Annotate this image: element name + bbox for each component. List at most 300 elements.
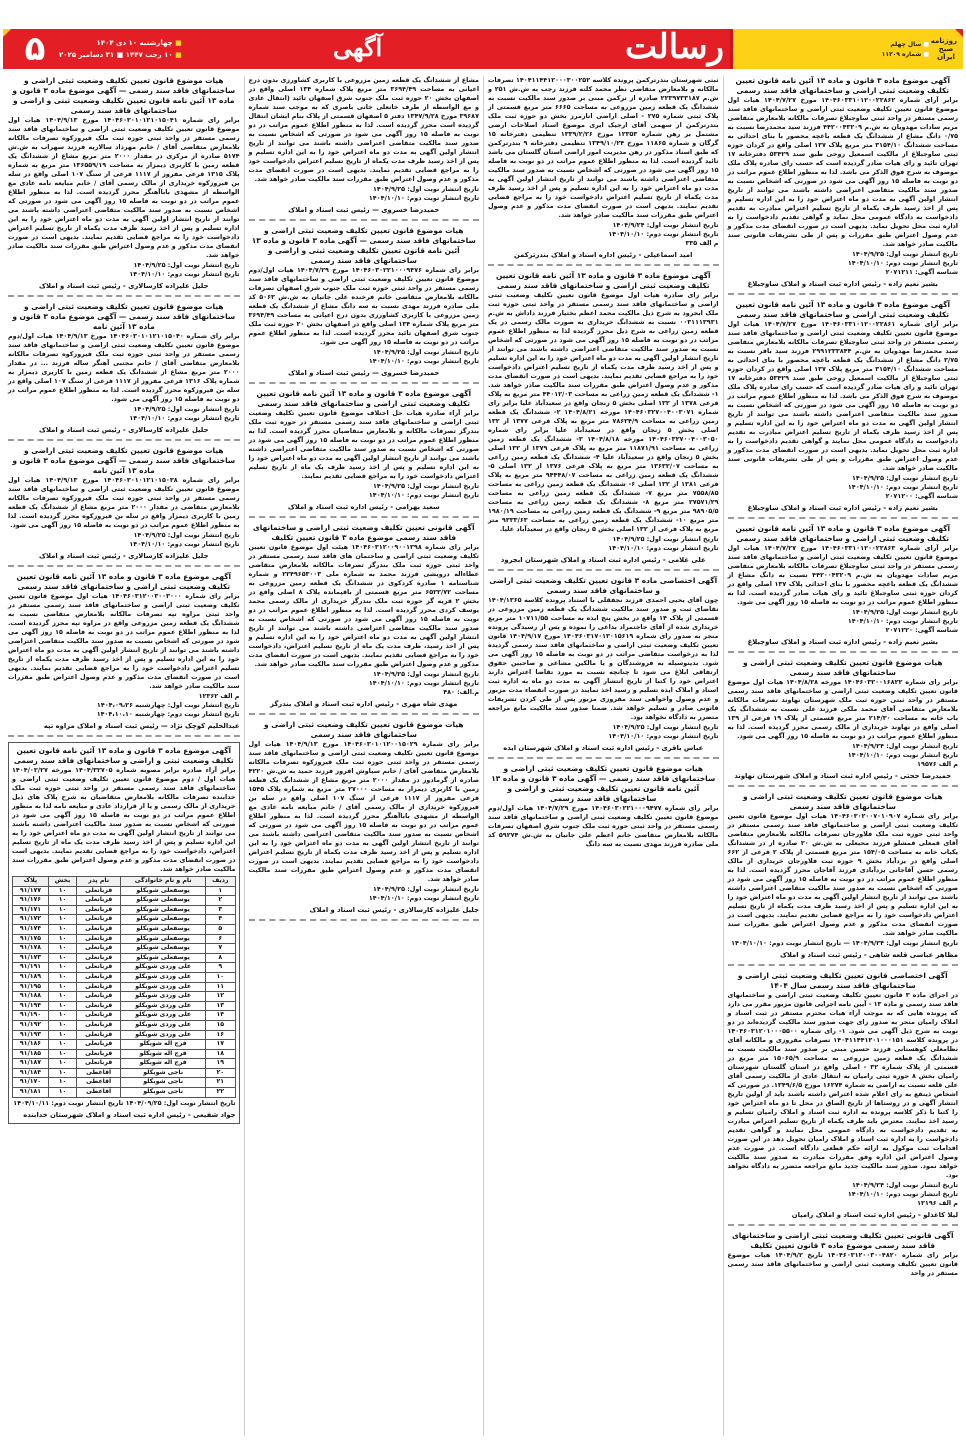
publication-dates	[488, 535, 719, 553]
publication-dates	[249, 348, 480, 366]
dashed-divider	[8, 735, 240, 737]
date-second: تاریخ انتشار نوبت دوم: ۱۴۰۴/۱۰/۱۰	[608, 544, 719, 552]
legal-notice	[728, 971, 959, 1220]
parcels-table	[12, 876, 236, 1098]
legal-notice	[728, 1231, 959, 1278]
cell-full-name: فرج اله شوبکلو	[121, 1059, 206, 1069]
publication-dates	[728, 250, 959, 277]
notice-body: برابر رای شماره ۱۴۰۴۶۰۳۰۱۰۱۲۰۰۱۵۰۲۹ مورخ ۱۴۰۴/۹/۱۳ هیات اول موضوع قانون تعیین تکلیف وضعیت ثبتی اراضی و ساختمانهای فاقد سند رسمی مستقر در واحد ثبتی حوزه ثبت ملک فیروزکوه تصرفات مالکانه بلامعارض متقاضی آقای / خانم سیاوش افروز فرزند حمید به ش.ش ۴۲۲۰ صادره از گرمادوز در مقدار ۲۰۰۰ متر مربع مشاع از ششدانگ یک قطعه زمین با کاربری دیمزار به مساحت ۲۷۰۰۰ متر مربع به شماره پلاک ۱۵۴۵ فرعی مفروز از ۱۱۱۷ فرعی از سنگ ۱۰۷ اصلی واقع در سله بن فیروزکوه خریداری از مالک رسمی آقای / خانم مبایعه نامه عادی مع الواسطه از مشهدی باباآهنگر محرز گردیده است. لذا به منظور اطلاع عموم مراتب در دو نوبت به فاصله ۱۵ روز آگهی می شود در صورتی که اشخاص نسبت به صدور سند مالکیت متقاضی اعتراضی داشته باشند می توانند از تاریخ انتشار اولین آگهی به مدت دو ماه اعتراض خود را به این اداره تسلیم و پس از اخذ رسید ظرف مدت یکماه از تاریخ تسلیم اعتراض دادخواست خود را به مراجع قضایی تقدیم نمایند. بدیهی است در صورت انقضای مدت مذکور و عدم وصول اعتراض طبق مقررات سند مالکیت صادر خواهد شد.	[248, 740, 480, 883]
cell-plot: ۹۱/۱۷۷	[13, 886, 49, 896]
cell-father-name: قربانعلی	[77, 1030, 121, 1040]
cell-full-name: یوسفعلی شوبکلو	[121, 886, 206, 896]
publication-dates	[8, 261, 240, 279]
cell-district: ۱۰	[48, 915, 76, 925]
notice-body: برابر رای شماره ۱۴۰۴۶۰۳۰۱۰۱۲۱۰۱۵۰۳۸ مورخ ۱۴۰۴/۹/۱۳ هیات اول موضوع قانون تعیین تکلیف وضعیت ثبتی اراضی و ساختمانهای فاقد سند رسمی مستقر در واحد ثبتی حوزه ثبت ملک فیروزکوه تصرفات مالکانه بلامعارض متقاضی در مقدار ۲۰۰۰ متر مربع مشاع از ششدانگ یک قطعه زمین با کاربری دیمزار واقع در سله بن فیروزکوه محرز گردیده است. لذا به منظور اطلاع عموم مراتب در دو نوبت به فاصله ۱۵ روز آگهی می شود.	[8, 476, 240, 529]
notice-title: هیات موضوع قانون تعیین تکلیف وضعیت ثبتی اراضی و ساختمانهای فاقد سند رسمی	[264, 720, 464, 739]
cell-father-name: قربانعلی	[77, 905, 121, 915]
notice-body: ثبتی شهرستان بندرترکمن پرونده کلاسه ۱۴۰۴۱۱۴۴۱۲۰۰۰۳۰۰۲۵۲ تصرفات مالکانه و بلامعارض متقاضی نظر محمد کلته فرزند رجب به ش.ش ۲۵۱ و ش.م ۲۲۳۹۷۳۳۱۸۷ صادره از ترکمن مبنی بر صدور سند مالکیت نسبت به ششدانگ یک قطعه زمین مزروعی به مساحت ۶۶۶۵ متر مربع قسمتی از پلاک ثبتی شماره ۲۷۵ - اصلی اراضی انارمرز بخش دو حوزه ثبت ملک بندرترکمن از سهمی آقای ارجیک ایری موضوع اسناد اصلاحات ارضی مشتمل بر رهن شماره ۱۲۳۵۳ مورخ ۱۳۳۹/۲/۲۶ تنظیمی دفترخانه ۱۵ گرگان و شماره ۱۱۸۶۵ مورخ ۱۳۴۹/۱۰/۲۴ تنظیمی دفترخانه ۹ بندرترکمن که طبق اسناد مذکور در رهن مدیریت امور اراضی استان گلستان می باشد تائید گردیده است. لذا به منظور اطلاع عموم مراتب در دو نوبت به فاصله ۱۵ روز آگهی می شود در صورتی که اشخاص نسبت به صدور سند مالکیت متقاضی اعتراضی داشته باشند می توانند از تاریخ انتشار اولین آگهی به مدت دو ماه اعتراض خود را به این اداره تسلیم و پس از اخذ رسید ظرف مدت یکماه از تاریخ تسلیم اعتراض دادخواست خود را به مراجع قضایی تقدیم نمایند. بدیهی است در صورت انقضای مدت مذکور و عدم وصول اعتراض طبق مقررات سند مالکیت صادر خواهد شد.	[488, 76, 719, 219]
publication-dates	[728, 939, 959, 948]
date-first: تاریخ انتشار نوبت اول: ۱۴۰۴/۹/۲۴	[612, 221, 719, 229]
notice-body: برابر رای شماره ۱۴۰۴۶۰۳۰۲۰۰۷۰۱۰۹۰۷ هیات اول موضوع قانون تعیین تکلیف وضعیت ثبتی اراضی و ساختمانهای فاقد سند رسمی مستقر در واحد ثبتی حوزه ثبت ملک فلاورجان تصرفات مالکانه بلامعارض متقاضی آقای قمعلی قمشلو فرزند محیعلی به ش.ش ۲۰ صادره از در ششدانگ یکباب خانه به مساحت ۱۵۴/۰۵ متر مربع قسمتی از پلاک ۲ فرعی از ۶۶۲ اصلی واقع در یزدآباد بخش ۹ حوزه ثبت فلاورجان خریداری از مالک رسمی حسن آقاجانی یزدآبادی فرزند آقاجان محرز گردیده است. لذا به منظور اطلاع عموم مراتب در دو نوبت به فاصله ۱۵ روز آگهی می شود در صورتی که اشخاص نسبت به صدور سند مالکیت متقاضی اعتراضی داشته باشند می توانند از تاریخ انتشار اولین آگهی به مدت دو ماه اعتراض خود را به این اداره تسلیم و پس از اخذ رسید ظرف مدت یکماه از تاریخ تسلیم اعتراض دادخواست خود را به مراجع قضایی تقدیم نمایند. بدیهی است در صورت انقضای مدت مذکور و عدم وصول اعتراض طبق مقررات سند مالکیت صادر خواهد شد.	[727, 812, 959, 937]
cell-row-number: ۱۰	[206, 972, 235, 982]
date-second: تاریخ انتشار نوبت دوم: ۱۴۰۴/۱۰/۱۰	[368, 894, 479, 902]
cell-father-name: قربانعلی	[77, 972, 121, 982]
cell-district: ۱۰	[48, 1059, 76, 1069]
date-first: تاریخ انتشار نوبت اول: ۱۴۰۴/۹/۲۵	[133, 261, 240, 269]
date-first: تاریخ انتشار نوبت اول: چهارشنبه ۱۴۰۴،۰۹،۲۶	[96, 701, 240, 709]
cell-row-number: ۶	[206, 934, 235, 944]
dashed-divider	[728, 293, 959, 295]
cell-district: ۱۰	[48, 905, 76, 915]
date-second: تاریخ انتشار نوبت دوم: ۱۴۰۴/۱۰/۱۰	[608, 732, 719, 740]
cell-district: ۱۰	[48, 934, 76, 944]
notice-body: برابر رای شماره ۱۴۰۴۶۰۳۱۲۰۰۳۰۰۴۸۲۰ تاریخ ۱۴۰۴/۹/۲ هیات موضوع قانون تعیین تکلیف وضعیت ثبتی اراضی و ساختمانهای فاقد سند رسمی مستقر در واحد	[727, 1251, 959, 1277]
brand-tagline: روزنامه صبح ایران	[930, 37, 957, 61]
cell-full-name: یوسفعلی شوبکلو	[121, 924, 206, 934]
cell-plot: ۹۱/۱۸۶	[13, 1040, 49, 1050]
cell-full-name: ناجی شوبکلو	[121, 1068, 206, 1078]
publication-dates	[728, 474, 959, 501]
cell-district: ۱۰	[48, 1049, 76, 1059]
notice-body: برابر رای شماره ۱۴۰۴۶۰۳۰۱۰۱۲۱۰۱۵۰۴۰ مورخ ۱۴۰۴/۹/۱۳ هیات اول/دوم موضوع قانون تعیین تکلیف وضعیت ثبتی اراضی و ساختمانهای فاقد سند رسمی مستقر در واحد ثبتی حوزه ثبت ملک فیروزکوه تصرفات مالکانه بلامعارض متقاضی آقای / خانم مجتبی آهنگر ساله فرزند ... در مقدار ۲۰۰۰ متر مربع مشاع از ششدانگ یک قطعه زمین با کاربری دیمزار به شماره پلاک ۱۳۱۶ فرعی مفروز از ۱۱۱۷ فرعی از سنگ ۱۰۷ اصلی واقع در سله بن فیروزکوه محرز گردیده است. لذا به منظور اطلاع عموم مراتب در دو نوبت به فاصله ۱۵ روز آگهی می شود.	[8, 332, 240, 403]
cell-full-name: علی وردی شوبکلو	[121, 1001, 206, 1011]
date-second: تاریخ انتشار نوبت دوم: ۱۴۰۴/۱۰/۱۰	[368, 357, 479, 365]
notice-signer: حمیدرضا خسروی — رئیس ثبت اسناد و املاک	[288, 206, 440, 214]
legal-notice	[249, 523, 480, 709]
cell-full-name: یوسفعلی شوبکلو	[121, 934, 206, 944]
legal-notice	[8, 446, 240, 561]
cell-row-number: ۱۸	[206, 1049, 235, 1059]
cell-full-name: یوسفعلی شوبکلو	[121, 915, 206, 925]
masthead-yellow-band	[730, 29, 963, 69]
cell-plot: ۹۱/۱۹۰	[13, 1011, 49, 1021]
cell-father-name: قربانعلی	[77, 934, 121, 944]
cell-plot: ۹۱/۱۹۲	[13, 1020, 49, 1030]
table-row	[13, 934, 236, 944]
date-first: تاریخ انتشار نوبت اول: ۱۴۰۴/۹/۲۴	[852, 742, 958, 750]
table-row	[13, 896, 236, 906]
cell-plot: ۹۱/۱۷۴	[13, 924, 49, 934]
table-row	[13, 1088, 236, 1098]
notice-signer: جلیل علیزاده کارسالاری - رئیس ثبت اسناد و املاک	[39, 552, 209, 560]
cell-full-name: علی وردی شوبکلو	[121, 982, 206, 992]
cell-row-number: ۳	[206, 905, 235, 915]
notice-signer: مهدی شاه مهری - رئیس اداره ثبت اسناد و املاک بندرگز	[270, 700, 458, 708]
cell-row-number: ۱۵	[206, 1020, 235, 1030]
date-second: تاریخ انتشار نوبت دوم: ۱۴۰۴/۱۰/۱۰	[129, 540, 240, 548]
dashed-divider	[728, 651, 959, 653]
cell-plot: ۹۱/۱۷۳	[13, 953, 49, 963]
notice-body: برابر رای شماره ۱۴۰۴۶۰۳۱۲۰۰۳۰۰۳۰۰۰ هیات اول موضوع قانون تعیین تکلیف وضعیت ثبتی اراضی و ساختمانهای فاقد سند رسمی مستقر در واحد ثبتی مراوه تپه تصرفات مالکانه بلامعارض متقاضی نسبت به ششدانگ یک قطعه زمین مزروعی واقع در مراوه تپه محرز گردیده است. لذا به منظور اطلاع عموم مراتب در دو نوبت به فاصله ۱۵ روز آگهی می شود در صورتی که اشخاص نسبت به صدور سند مالکیت متقاضی اعتراضی داشته باشند می توانند از تاریخ انتشار اولین آگهی به مدت دو ماه اعتراض خود را به این اداره تسلیم و پس از اخذ رسید ظرف مدت یکماه از تاریخ تسلیم اعتراض دادخواست خود را به مراجع قضایی تقدیم نمایند. بدیهی است در صورت انقضای مدت مذکور و عدم وصول اعتراض طبق مقررات سند مالکیت صادر خواهد شد.	[8, 592, 240, 690]
cell-full-name: علی وردی شوبکلو	[121, 1030, 206, 1040]
dashed-divider	[728, 517, 959, 519]
cell-full-name: یوسفعلی شوبکلو	[121, 944, 206, 954]
date-first: تاریخ انتشار نوبت اول: ۱۴۰۴/۹/۲۴	[852, 1181, 958, 1189]
cell-father-name: قربانعلی	[77, 1040, 121, 1050]
legal-notice	[728, 524, 959, 647]
ads-columns	[4, 76, 962, 1436]
notice-body: برابر آرای شماره ۱۴۰۴۶۰۳۳۱۰۱۲۰۰۲۲۸۶۳ مورخ ۱۴۰۴/۷/۲۷ هیات اول موضوع قانون تعیین تکلیف وضعیت ثبتی اراضی و ساختمانهای فاقد سند رسمی مستقر در واحد ثبتی ساوجبلاغ تصرفات مالکانه بلامعارض متقاضی مریم سادات مهدویان به ش.م ۴۴۲۰۰۴۳۲۰۹ نسبت به دانگ مشاع از ششدانگ یک قطعه باغچه محصور با بنای احداثی پلاک ۱۳۷ اصلی واقع در کردان حوزه ثبتی ساوجبلاغ تائید و رای هیات صادر گردیده است. لذا به منظور اطلاع عموم مراتب در دو نوبت به فاصله ۱۵ روز آگهی می شود.	[727, 544, 959, 606]
notice-id: م.الف: ۴۸۰	[443, 688, 479, 696]
notice-body: برابر رای شماره ۱۴۰۴۶۰۳۰۱۰۱۲۱۰۱۵۰۴۱ مورخ ۱۴۰۴/۹/۱۳ هیات اول موضوع قانون تعیین تکلیف وضعیت ثبتی اراضی و ساختمانهای فاقد سند رسمی مستقر در واحد ثبتی حوزه ثبت ملک فیروزکوه تصرفات مالکانه بلامعارض متقاضی آقای / خانم مهرداد سالاریه فرزند سهراب به ش.ش ۵۱۷۴ صادره از مرکزی در مقدار ۲۰۰۰ متر مربع مشاع از ششدانگ یک قطعه زمین با کاربری دیمزار به مساحت ۱۳۶۵۵۹/۱۹ متر مربع به شماره پلاک ۱۳۱۵ فرعی مفروز از ۱۱۱۷ فرعی از سنگ ۱۰۷ اصلی واقع در سله بن فیروزکوه خریداری از مالک رسمی آقای / خانم مبایعه نامه عادی مع الواسطه از مشهدی باباآهنگر محرز گردیده است. لذا به منظور اطلاع عموم مراتب در دو نوبت به فاصله ۱۵ روز آگهی می شود در صورتی که اشخاص نسبت به صدور سند مالکیت متقاضی اعتراضی داشته باشند می توانند از تاریخ انتشار اولین آگهی به مدت دو ماه اعتراض خود را به این اداره تسلیم و پس از اخذ رسید ظرف مدت یکماه از تاریخ تسلیم اعتراض دادخواست خود را به مراجع قضایی تقدیم نمایند. بدیهی است در صورت انقضای مدت مذکور و عدم وصول اعتراض طبق مقررات سند مالکیت صادر خواهد شد.	[8, 116, 240, 259]
cell-row-number: ۱۴	[206, 1011, 235, 1021]
cell-plot: ۹۱/۱۸۱	[13, 1088, 49, 1098]
date-second: تاریخ انتشار نوبت دوم: ۱۴۰۴/۱۰/۱۰	[847, 259, 958, 267]
notice-title: آگهی موضوع ماده ۳ قانون و ماده ۱۳ آئین نامه قانون تعیین تکلیف وضعیت ثبتی اراضی و ساختمانهای فاقد سند رسمی	[735, 76, 951, 95]
dashed-divider	[249, 919, 480, 921]
legal-notice	[728, 792, 959, 960]
corner-fold-decoration	[955, 29, 963, 37]
notice-title: آگهی موضوع ماده ۳ قانون و ماده ۱۳ آئین نامه قانون تعیین تکلیف وضعیت ثبتی اراضی و ساختمانهای فاقد سند رسمی	[256, 389, 472, 408]
dashed-divider	[8, 439, 240, 441]
cell-father-name: قربانعلی	[77, 944, 121, 954]
table-row	[13, 992, 236, 1002]
cell-father-name: قربانعلی	[77, 963, 121, 973]
cell-row-number: ۷	[206, 944, 235, 954]
notice-title: هیات موضوع قانون تعیین تکلیف وضعیت ثبتی اراضی و ساختمانهای فاقد سند رسمی — آگهی موضوع ماده ۳ قانون و ماده ۱۳ آئین نامه قانون تعیین تکلیف وضعیت ثبتی و اراضی و ساختمانهای فاقد سند رسمی	[12, 76, 236, 115]
date-second: تاریخ انتشار نوبت دوم: ۱۴۰۴/۱۰/۱۰	[847, 483, 958, 491]
notice-title: آگهی اختصاصی ماده ۳ قانون تعیین تکلیف وضعیت ثبتی اراضی و ساختمانهای فاقد سند رسمی	[489, 576, 718, 595]
legal-notice	[249, 389, 480, 512]
date-second: تاریخ انتشار نوبت دوم: ۱۴۰۴/۱۰/۱۰	[368, 194, 479, 202]
cell-district: ۱۰	[48, 963, 76, 973]
notice-title: آگهی اختصاصی قانون تعیین تکلیف وضعیت ثبتی اراضی و ساختمانهای فاقد سند رسمی سال ۱۴۰۴	[737, 971, 948, 990]
cell-full-name: ناجی شوبکلو	[121, 1078, 206, 1088]
notice-title: هیات موضوع قانون تعیین تکلیف وضعیت ثبتی اراضی و ساختمانهای فاقد سند رسمی — آگهی موضوع ماده ۳ قانون و ماده ۱۳ آئین نامه	[12, 446, 236, 475]
date-first: تاریخ انتشار نوبت اول: ۱۴۰۴/۹/۲۵	[133, 405, 240, 413]
notice-id: م الف ۱۹۵۷۶	[917, 760, 958, 768]
table-row	[13, 1001, 236, 1011]
date-first: تاریخ انتشار نوبت اول: ۱۴۰۴/۹/۲۵	[612, 723, 719, 731]
publication-dates	[249, 185, 480, 203]
cell-full-name: فرج اله شوبکلو	[121, 1049, 206, 1059]
page-number: ۵	[24, 29, 46, 69]
date-second: تاریخ انتشار نوبت دوم: ۱۴۰۴/۱۰/۱۰	[368, 491, 479, 499]
legal-notice	[8, 302, 240, 435]
notice-body: برابر رای شماره ۱۴۰۴۶۰۳۰۲۲۱۰۰۰۹۴۷۷ مورخ ۱۴۰۴/۷/۲۹ هیات اول/دوم موضوع قانون تعیین تکلیف وضعیت ثبتی اراضی و ساختمانهای فاقد سند رسمی مستقر در واحد ثبتی حوزه ثبت ملک جنوب شرق اصفهان تصرفات مالکانه بلامعارض متقاضی خانم اعظم علی جانیان به ش.ش ۵۹۲۷۴ کد ملی صادره فرزند مهدی نسبت به سه دانگ	[488, 804, 719, 848]
cell-row-number: ۱۶	[206, 1030, 235, 1040]
notice-signer: لیلا کاغذلو - رئیس اداره ثبت اسناد و املاک رامیان	[791, 1211, 958, 1219]
date-first: تاریخ انتشار نوبت اول: ۱۴۰۴/۹/۲۵	[612, 535, 719, 543]
cell-full-name: علی وردی شوبکلو	[121, 1011, 206, 1021]
issue-meta	[882, 41, 929, 58]
legal-notice	[249, 720, 480, 915]
legal-notice	[249, 76, 480, 215]
masthead-red-band	[3, 29, 730, 69]
date-first: تاریخ انتشار نوبت اول: ۱۴۰۴/۹/۲۵	[373, 670, 479, 678]
cell-father-name: قربانعلی	[77, 1020, 121, 1030]
cell-row-number: ۹	[206, 963, 235, 973]
column-3	[244, 76, 484, 1436]
table-row	[13, 944, 236, 954]
date-second: تاریخ انتشار نوبت دوم: ۱۴۰۴/۱۰/۱۰	[847, 1190, 958, 1198]
cell-full-name: فرج اله شوبکلو	[121, 1040, 206, 1050]
cell-full-name: علی وردی شوبکلو	[121, 992, 206, 1002]
cell-father-name: قربانعلی	[77, 896, 121, 906]
date-second: تاریخ انتشار نوبت دوم: ۱۴۰۴/۱۰/۱۰	[129, 414, 240, 422]
publication-dates	[728, 1181, 959, 1208]
legal-notice	[488, 764, 719, 849]
cell-full-name: علی وردی شوبکلو	[121, 963, 206, 973]
date-first: تاریخ انتشار نوبت اول: ۱۴۰۴/۹/۲۵	[373, 482, 479, 490]
cell-father-name: قربانعلی	[77, 886, 121, 896]
date-second: تاریخ انتشار نوبت دوم: ۱۴۰۴/۱۰/۱۰	[368, 679, 479, 687]
cell-district: ۱۰	[48, 896, 76, 906]
publication-dates	[728, 608, 959, 635]
date-second: تاریخ انتشار نوبت دوم: چهارشنبه ۱۴۰۴،۱۰،۱۰	[96, 710, 240, 718]
cell-district: ۱۰	[48, 1011, 76, 1021]
table-header-row	[13, 877, 236, 887]
publication-dates	[488, 221, 719, 248]
dashed-divider	[8, 295, 240, 297]
notice-title: هیات موضوع قانون تعیین تکلیف وضعیت ثبتی اراضی و ساختمانهای فاقد سند رسمی	[743, 658, 943, 677]
cell-row-number: ۴	[206, 915, 235, 925]
table-row	[13, 1078, 236, 1088]
legal-notice	[8, 572, 240, 731]
notice-title: آگهی موضوع ماده ۳ قانون و ماده ۱۳ آئین نامه قانون تعیین تکلیف وضعیت ثبتی اراضی و ساختمانهای فاقد سند رسمی	[495, 271, 711, 290]
notice-signer: بشیر نعیم زاده - رئیس اداره ثبت اسناد و املاک ساوجبلاغ	[747, 504, 938, 512]
table-row	[13, 972, 236, 982]
volume-year: ■ سال چهلم	[882, 41, 929, 48]
cell-row-number: ۱	[206, 886, 235, 896]
cell-full-name: علی وردی شوبکلو	[121, 1020, 206, 1030]
notice-id: م الف ۱۲۳۶۲	[198, 692, 240, 700]
legal-notice	[8, 76, 240, 291]
notice-signer: عباس باقری - رئیس اداره ثبت اسناد و املاک شهرستان ایذه	[503, 744, 704, 752]
column-2	[483, 76, 723, 1436]
notice-title: آگهی قانونی تعیین تکلیف وضعیت ثبتی اراضی و ساختمانهای فاقد سند رسمی موضوع ماده ۳ قانون تعیین تکلیف	[253, 523, 475, 542]
legal-notice	[728, 300, 959, 513]
publication-dates	[728, 742, 959, 769]
notice-signer: عبدالحلیم کوچک نژاد — رئیس ثبت اسناد و املاک مراوه تپه	[43, 722, 240, 730]
date-first: تاریخ انتشار نوبت اول: ۱۴۰۴/۹/۲۵	[852, 474, 958, 482]
cell-row-number: ۲۲	[206, 1088, 235, 1098]
legal-notice	[488, 271, 719, 565]
issue-number: ■ شماره ۱۱۳۰۹	[882, 51, 929, 58]
cell-plot: ۹۱/۱۹۵	[13, 982, 49, 992]
publication-dates	[249, 482, 480, 500]
col-full-name: نام و نام خانوادگی	[121, 877, 206, 887]
notice-signer: مظاهر عباسی قلعه شاهی - رئیس ثبت اسناد و املاک	[779, 951, 958, 959]
dashed-divider	[8, 565, 240, 567]
notice-title: آگهی موضوع ماده ۳ قانون و ماده ۱۳ آئین نامه قانون تعیین تکلیف وضعیت ثبتی و اراضی و ساختمانهای فاقد سند رسمی	[13, 746, 234, 765]
table-row	[13, 1049, 236, 1059]
cell-plot: ۹۱/۱۸۵	[13, 1049, 49, 1059]
cell-father-name: قربانعلی	[77, 992, 121, 1002]
cell-district: ۱۰	[48, 982, 76, 992]
cell-district: ۱۰	[48, 1020, 76, 1030]
table-row	[13, 1059, 236, 1069]
cell-district: ۱۰	[48, 1040, 76, 1050]
notice-title: هیات موضوع قانون تعیین تکلیف وضعیت ثبتی اراضی و ساختمانهای فاقد سند رسمی — آگهی موضوع ماده ۳ قانون و ماده ۱۳ آئین نامه	[12, 302, 236, 331]
cell-row-number: ۵	[206, 924, 235, 934]
cell-row-number: ۱۳	[206, 1001, 235, 1011]
dashed-divider	[728, 964, 959, 966]
date-second: تاریخ انتشار نوبت دوم: ۱۴۰۴/۱۰/۱۰	[129, 270, 240, 278]
cell-plot: ۹۱/۱۷۶	[13, 896, 49, 906]
dashed-divider	[728, 1224, 959, 1226]
notice-body: برابر آراء صادره برابر مصوبه شماره ۱۴۰۴/۳۲۷۰۵ مورخه ۱۴۰۴/۰۲/۲۷ هیات اول / دوم موضوع قانون تعیین تکلیف وضعیت ثبتی اراضی و ساختمانهای فاقد سند رسمی مستقر در واحد ثبتی حوزه ثبت ملک خدابنده تصرفات مالکانه بلامعارض متقاضیان به شرح پلاک های ذیل خریداری از مالک رسمی و یا از قرارداد عادی و مبایعه نامه لذا به منظور اطلاع عموم مراتب در دو نوبت به فاصله ۱۵ روز آگهی می شود در صورتی که اشخاص نسبت به صدور سند مالکیت اعتراضی داشته باشند می توانند از تاریخ انتشار اولین آگهی به مدت دو ماه اعتراض خود را به این اداره تسلیم و پس از اخذ رسید ظرف مدت یک ماه از تاریخ تسلیم اعتراض، دادخواست خود را به مراجع قضایی تقدیم نمایند. بدیهی است در صورت انقضای مدت مذکور و عدم وصول اعتراض طبق مقررات سند مالکیت صادر خواهد شد.	[12, 766, 236, 873]
cell-father-name: قربانعلی	[77, 1011, 121, 1021]
dashed-divider	[249, 516, 480, 518]
notice-body: برابر رای صادره هیات اول موضوع قانون تعیین تکلیف وضعیت ثبتی اراضی و ساختمانهای فاقد سند رسمی مستقر در واحد ثبتی حوزه ثبت ملک ابجرود به شرح ذیل مالکیت محمد اعظم بختیار فرزند داداش به ش.م ۰۰۳۱۱۱۳۹۳۱ نسبت به ششدانگ خریداری به صورت مالک رسمی در یک قطعه زمین زراعی به شرح ذیل محرز گردیده لذا به منظور اطلاع عموم مراتب در دو نوبت به فاصله ۱۵ روز آگهی می شود در صورتی که اشخاص نسبت به صدور سند مالکیت متقاضی اعتراضی داشته باشند می توانند از تاریخ انتشار اولین آگهی به مدت دو ماه اعتراض خود را به این اداره تسلیم و پس از اخذ رسید ظرف مدت یکماه از تاریخ تسلیم اعتراض دادخواست خود را به مراجع قضایی تقدیم نمایند. بدیهی است در صورت انقضای مدت مذکور و عدم وصول اعتراض طبق مقررات سند مالکیت صادر خواهد شد. ۱- ششدانگ یک قطعه زمین زراعی به مساحت ۴۴۰۱۲/۰۳ متر مربع به پلاک فرعی ۱۳۷۸ از ۱۳۲ اصلی بخش ۵ زنجان واقع در سعیدآباد علیا برابر رای شماره ۱۴۰۴۶۰۳۲۷۰۰۴۰۰۳۰۷۱ مورخه ۱۴۰۴/۸/۲۱ ۲- ششدانگ یک قطعه زمین زراعی به مساحت ۷۸۶۲۴/۹ متر مربع به پلاک فرعی ۱۳۷۷ از ۱۳۲ اصلی بخش ۵ زنجان واقع در سعیدآباد علیا برابر رای شماره ۱۴۰۴۶۰۳۲۷۰۰۴۰۰۳۰۵۰ مورخه ۱۴۰۴/۸/۱۸ ۳- ششدانگ یک قطعه زمین زراعی به مساحت ۱۱۸۷۱/۹۱ متر مربع به پلاک فرعی ۱۳۷۹ از ۱۳۲ اصلی بخش ۵ زنجان واقع در سعیدآباد علیا ۴- ششدانگ یک قطعه زمین زراعی به مساحت ۱۳۶۳۲/۰۷ متر مربع به پلاک فرعی ۱۳۷۶ از ۱۳۲ اصلی ۵- ششدانگ یک قطعه زمین زراعی به مساحت ۹۴۴۴۸/۰۷ متر مربع به پلاک فرعی ۱۳۸۱ از ۱۳۲ اصلی ۶- ششدانگ یک قطعه زمین زراعی به مساحت ۷۵۵۸/۸۵ متر مربع ۷- ششدانگ یک قطعه زمین زراعی به مساحت ۲۷۵۷۱/۲۹ متر مربع ۸- ششدانگ یک قطعه زمین زراعی به مساحت ۹۸۹۰۵/۵ متر مربع ۹- ششدانگ یک قطعه زمین زراعی به مساحت ۱۹۸۰/۱۹ متر مربع ۱۰- ششدانگ یک قطعه زمین زراعی به مساحت ۹۳۳۳/۶۳ متر مربع به پلاک فرعی از ۱۳۲ اصلی بخش ۵ زنجان واقع در سعیدآباد علیا.	[488, 291, 719, 533]
notice-title: هیات موضوع قانون تعیین تکلیف وضعیت ثبتی اراضی و ساختمانهای فاقد سند رسمی — آگهی ماده ۳ قانون و ماده ۱۳ آئین نامه قانون تعیین تکلیف وضعیت ثبتی و اراضی و ساختمانهای فاقد سند رسمی	[491, 764, 716, 803]
notice-body: برابر رای شماره ۱۴۰۴۶۰۳۰۲۲۱۰۰۰۹۴۷۶ مورخ ۱۴۰۴/۷/۲۹ هیات اول/دوم موضوع قانون تعیین تکلیف وضعیت ثبتی اراضی و ساختمانهای فاقد سند رسمی مستقر در واحد ثبتی حوزه ثبت ملک جنوب شرق اصفهان تصرفات مالکانه بلامعارض متقاضی خانم فرخنده علی جانیان به ش.ش ۵۰۶۳ کد ملی صادره فرزند مهدی نسبت به سه دانگ مشاع از ششدانگ یک قطعه زمین مزروعی با کاربری کشاورزی بدون درج اعیانی به مساحت ۳۶۹۴/۴۹ متر مربع پلاک شماره ۱۳۴ اصلی واقع در اصفهان بخش ۲۰ حوزه ثبت ملک جنوب شرق اصفهان تائید محرز گردیده است. لذا به منظور اطلاع عموم مراتب در دو نوبت به فاصله ۱۵ روز آگهی می شود.	[248, 266, 480, 346]
date-second: تاریخ انتشار نوبت دوم: ۱۴۰۴/۱۰/۱۰	[847, 751, 958, 759]
cell-full-name: یوسفعلی شوبکلو	[121, 896, 206, 906]
notice-signer: امید اسماعیلی - رئیس اداره اسناد و املاک بندرترکمن	[514, 251, 693, 259]
notice-signer: بشیر نعیم زاده - رئیس اداره ثبت اسناد و املاک ساوجبلاغ	[747, 280, 938, 288]
cell-father-name: قربانعلی	[77, 1049, 121, 1059]
notice-body: برابر رای شماره ۱۴۰۴۶۰۳۱۲۰۰۹۰۰۱۳۹۸ هیئت اول موضوع قانون تعیین تکلیف وضعیت ثبتی اراضی و ساختمان های فاقد سند رسمی مستقر در واحد ثبتی حوزه ثبت ملک بندرگز تصرفات مالکانه بلامعارض متقاضی عطاءاله درویشی فرزند محمد به شماره ملی ۲۲۴۹۶۵۳۰۰۳ و شماره شناسنامه ۱ صادره کردکوی در ششدانگ یک قطعه زمین مزروعی به مساحت ۶۵۲۲/۷۲ متر مربع قسمتی از باقیمانده پلاک ۸ اصلی واقع در بخش ۲ قریه گز حوزه ثبت ملک بندرگز خریداری از مالک رسمی محمد یوسف کردی محرز گردیده است. لذا به منظور اطلاع عموم مراتب در دو نوبت به فاصله ۱۵ روز آگهی می شود در صورتی که اشخاص نسبت به صدور سند مالکیت متقاضی اعتراضی داشته باشند می توانند از تاریخ انتشار اولین آگهی به مدت دو ماه اعتراض خود را به این اداره تسلیم و پس از اخذ رسید، ظرف مدت یک ماه از تاریخ تسلیم اعتراض، دادخواست خود را به مراجع قضایی تقدیم نمایند. بدیهی است در صورت انقضای مدت مذکور و عدم وصول اعتراض طبق مقررات سند مالکیت صادر خواهد شد.	[248, 543, 480, 668]
date-first: تاریخ انتشار نوبت اول: ۱۴۰۴/۹/۲۵	[852, 608, 958, 616]
notice-body: چون آقای یحیی احمدی فرزند نجفقلی با استناد پرونده کلاسه ۱۴۰۴/۱۳۶۵ تقاضای ثبت و صدور سند مالکیت ششدانگ یک قطعه زمین مزروعی در قسمتی از پلاک ۱۴ واقع در بخش پنج ایذه به مساحت ۱۰۷۱۱/۵۵ متر مربع خریداری شده از آقای حاجتمراد بداغی را نموده و پس از رسیدگی پرونده منجر به صدور رای شماره ۱۴۰۴۶۰۳۱۷۰۱۳۰۱۵۶۱۹ مورخ ۱۴۰۴/۹/۱۷ قانون تعیین تکلیف وضعیت ثبتی اراضی و ساختمانهای فاقد سند رسمی گردیده لذا به درخواست متقاضی مراتب در دو نوبت به فاصله ۱۵ روز آگهی می شود. بدینوسیله به فروشندگان و یا مالکین مشاعی و صاحبین حقوق ارتفاقی ابلاغ می شود تا چنانچه نسبت به مورد تقاضا اعتراض دارند اعتراض خود را کتبا از تاریخ انتشار آگهی به مدت دو ماه به اداره ثبت اسناد و املاک ایذه تسلیم و رسید اخذ نمایند در صورت انقضاء مدت مزبور و عدم وصول واخواهی سند مفروزی مزبور پس از طی کردن تشریفات قانونی صادر و تسلیم خواهد شد. ضمنا صدور سند مالکیت مانع مراجعه متضرر به دادگاه نخواهد بود.	[488, 596, 719, 721]
table-row	[13, 1068, 236, 1078]
cell-row-number: ۲	[206, 896, 235, 906]
cell-row-number: ۱۱	[206, 982, 235, 992]
publication-dates	[249, 670, 480, 697]
date-first: تاریخ انتشار نوبت اول: ۱۴۰۴/۹/۲۴ — تاریخ انتشار نوبت دوم: ۱۴۰۴/۱۰/۱۰	[731, 939, 958, 947]
cell-plot: ۹۱/۱۹۴	[13, 1001, 49, 1011]
date-first: تاریخ انتشار نوبت اول: ۱۴۰۴/۹/۲۵	[852, 250, 958, 258]
cell-plot: ۹۱/۱۷۲	[13, 915, 49, 925]
col-row-number: ردیف	[206, 877, 235, 887]
col-father-name: نام پدر	[77, 877, 121, 887]
notice-title: آگهی موضوع ماده ۳ قانون و ماده ۱۳ آئین نامه قانون تعیین تکلیف وضعیت ثبتی اراضی و ساختمانهای فاقد سند رسمی	[16, 572, 232, 591]
section-title: آگهی	[333, 33, 383, 62]
table-row	[13, 915, 236, 925]
table-row	[13, 982, 236, 992]
parcels-table-body	[13, 886, 236, 1097]
notice-body: برابر رای شماره ۱۴۰۴۶۰۳۲۰۰۱۶۸۲۲ مورخه ۱۴۰۴/۸/۲۸ هیات اول موضوع قانون تعیین تکلیف وضعیت ثبتی اراضی و ساختمانهای فاقد سند رسمی مستقر در واحد ثبتی حوزه ثبت ملک شهرستان نهاوند تصرفات مالکانه بلامعارض متقاضی آقای محمد ملکی فرزند علی نسبت به ششدانگ یک باب خانه به مساحت ۲۱۴/۳۰ متر مربع قسمتی از پلاک ۱۹ فرعی از ۱۳۹ اصلی واقع در نهاوند خریداری از مالک رسمی محرز گردیده است. لذا به منظور اطلاع عموم مراتب در دو نوبت به فاصله ۱۵ روز آگهی می شود.	[727, 678, 958, 740]
boxed-notice-khodabandeh	[8, 742, 240, 1124]
cell-district: ۱۰	[48, 1001, 76, 1011]
dashed-divider	[249, 713, 480, 715]
notice-body: برابر آرای شماره ۱۴۰۴۶۰۳۳۱۰۱۲۰۰۲۲۸۶۱ مورخ ۱۴۰۴/۷/۲۷ هیات اول موضوع قانون تعیین تکلیف وضعیت ثبتی اراضی و ساختمانهای فاقد سند رسمی مستقر در واحد ثبتی ساوجبلاغ تصرفات مالکانه بلامعارض متقاضی سید محمدرضا مهدویان به ش.م ۲۹۹۱۲۳۳۸۴۴ فرزند سید باقر نسبت به ۳/۷۵ دانگ مشاع از ششدانگ یک قطعه باغچه محصور با بنای احداثی به مساحت ششدانگ ۳۱۵۴/۱۰ متر مربع پلاک ۱۳۷ اصلی واقع در کردان حوزه ثبتی ساوجبلاغ از مالکیت اسمعیل روحی طبق سند ۵۳۴۲۹ دفترخانه ۱۷ تهران تائید و رای هیات صادر گردیده است که حسب رای صادره پلاک ملک موصوف به شرح فوق الذکر می باشد. لذا به منظور اطلاع عموم مراتب در دو نوبت به فاصله ۱۵ روز آگهی می شود در صورتی که اشخاص نسبت به صدور سند مالکیت متقاضی اعتراضی داشته باشند می توانند از تاریخ انتشار اولین آگهی به مدت دو ماه اعتراض خود را به این اداره تسلیم و پس از اخذ رسید ظرف یکماه از تاریخ تسلیم اعتراض مبادرت به تقدیم دادخواست به دادگاه عمومی محل نمایند و گواهی تقدیم دادخواست را به اداره ثبت محل تحویل نماید. بدیهی است در صورت انقضای مدت مذکور و عدم وصول اعتراض طبق مقررات و پس از طی تشریفات قانونی سند مالکیت صادر خواهد شد.	[727, 320, 959, 472]
table-row	[13, 963, 236, 973]
column-4	[4, 76, 244, 1436]
notice-id: شناسه آگهی: ۲۰۷۱۲۰۰	[885, 492, 958, 500]
col-district: بخش	[48, 877, 76, 887]
cell-plot: ۹۱/۱۷۰	[13, 1078, 49, 1088]
cell-plot: ۹۱/۱۸۹	[13, 972, 49, 982]
notice-id: شناسه آگهی: ۲۰۷۱۲۲۰	[885, 626, 958, 634]
legal-notice	[249, 226, 480, 378]
cell-plot: ۹۱/۱۸۴	[13, 1068, 49, 1078]
notice-signer: جلیل علیزاده کارسالاری - رئیس ثبت اسناد و املاک	[309, 906, 479, 914]
cell-father-name: آقاعطی	[77, 1078, 121, 1088]
table-row	[13, 1020, 236, 1030]
dashed-divider	[488, 757, 719, 759]
dashed-divider	[249, 219, 480, 221]
legal-notice	[488, 576, 719, 753]
date-first: تاریخ انتشار نوبت اول: ۱۴۰۴/۹/۲۵	[373, 185, 479, 193]
cell-district: ۱۰	[48, 1078, 76, 1088]
publication-dates: تاریخ انتشار نوبت اول: ۱۴۰۴/۰۹/۲۵ تاریخ انتشار نوبت دوم: ۱۴۰۴/۱۰/۱۱	[13, 1098, 236, 1107]
notice-title: آگهی قانونی تعیین تکلیف وضعیت ثبتی اراضی و ساختمانهای فاقد سند رسمی موضوع ماده ۳ قانون تعیین تکلیف	[732, 1231, 954, 1250]
column-1	[723, 76, 963, 1436]
date-first: تاریخ انتشار نوبت اول: ۱۴۰۴/۹/۲۵	[373, 885, 479, 893]
table-row	[13, 886, 236, 896]
dashed-divider	[249, 382, 480, 384]
date-second: تاریخ انتشار نوبت دوم: ۱۴۰۴/۱۰/۱۰	[608, 230, 719, 238]
notice-signer: جواد شفیعی - رئیس اداره ثبت اسناد و املاک شهرستان خدابنده	[23, 1110, 236, 1119]
notice-body: برابر آراء صادره هیات حل اختلاف موضوع قانون تعیین تکلیف وضعیت ثبتی اراضی و ساختمانهای فاقد سند رسمی مستقر در حوزه ثبت ملک بندرگز تصرفات مالکانه و بلامعارض متقاضیان محرز گردیده است. لذا به منظور اطلاع عموم مراتب در دو نوبت به فاصله ۱۵ روز آگهی می شود در صورتی که اشخاص نسبت به صدور سند مالکیت متقاضی اعتراضی داشته باشند می توانند از تاریخ انتشار اولین آگهی به مدت دو ماه اعتراض خود را به این اداره تسلیم و پس از اخذ رسید ظرف یک ماه از تاریخ تسلیم اعتراض دادخواست خود را به مراجع قضایی تقدیم نمایند.	[248, 409, 480, 480]
cell-district: ۱۰	[48, 972, 76, 982]
date-hijri-gregorian: ■ ۱۰ رجب ۱۴۴۷ ■ ۳۱ دسامبر ۲۰۲۵	[59, 51, 182, 59]
cell-district: ۱۰	[48, 1068, 76, 1078]
publication-dates	[8, 531, 240, 549]
cell-district: ۱۰	[48, 924, 76, 934]
cell-father-name: آقاعطی	[77, 1088, 121, 1098]
corner-fold-decoration	[3, 29, 11, 37]
notice-body: در اجرای ماده ۳ قانون تعیین تکلیف وضعیت ثبتی اراضی و ساختمانهای فاقد سند رسمی و ماده ۱۳ - آیین نامه اجرایی قانون مزبور مقرر می دارد که پرونده هایی که به موجب آراء هیات محترم مستقر در ثبت اسناد و املاک رامیان منجر به صدور رای جهت صدور سند مالکیت گردیده‌اند در دو نوبت به شرح ذیل آگهی می شود. ۱- رای شماره ۱۴۰۴۶۰۳۱۲۰۱۰۰۰۵۵۰۰ در پرونده کلاسه ۱۴۰۴۱۱۴۴۱۲۰۱۰۰۰۱۵۱ تصرفات مفروزی و مالکانه آقای نظامعلی کوهستانی فرزند حسین مبنی بر صدور سند مالکیت نسبت به ششدانگ یک قطعه زمین مزروعی به مساحت ۱۵۰۶۵/۹ متر مربع در قسمتی از پلاک شماره ۳۲ - اصلی واقع در استان گلستان شهرستان رامیان بخش ۸ حوزه ثبتی رامیان به انتقال عادی از مالکیت رسمی آقای علی قلعه نسبت به اراضی به شماره ۱۶۲۷۴ مورخ ۱۳۴۹/۶/۵. در صورتی که اشخاص ذینفع به رای اعلام شده اعتراض داشته باشند باید از اولین تاریخ انتشار آگهی و در روستاها از تاریخ الصاق در محل تا دو ماه اعتراض خود را کتبا با ذکر کلاسه پرونده به اداره ثبت اسناد و املاک رامیان تسلیم و رسید اخذ نمایند. معترض باید ظرف یکماه از تاریخ تسلیم اعتراض مبادرت به تقدیم دادخواست به دادگاه عمومی محل نمایند و گواهی تقدیم دادخواست را به اداره ثبت اسناد و املاک رامیان تحویل دهد در این صورت اقدامات ثبت موکول به ارائه حکم قطعی دادگاه است. در صورت عدم وصول اعتراض این اداره وفق مقررات مبادرت به صدور سند مالکیت خواهد نمود. صدور سند مالکیت جدید مانع مراجعه متضرر به دادگاه نخواهد بود.	[727, 991, 959, 1179]
table-row	[13, 1040, 236, 1050]
cell-row-number: ۲۰	[206, 1068, 235, 1078]
brand-logo: رسالت	[624, 27, 724, 67]
masthead	[3, 29, 963, 69]
date-second: تاریخ انتشار نوبت دوم: ۱۴۰۴/۱۰/۱۰	[847, 617, 958, 625]
cell-father-name: قربانعلی	[77, 1001, 121, 1011]
cell-plot: ۹۱/۱۸۷	[13, 1059, 49, 1069]
date-first: تاریخ انتشار نوبت اول: ۱۴۰۴/۹/۲۵	[133, 531, 240, 539]
cell-district: ۱۰	[48, 1088, 76, 1098]
cell-row-number: ۱۲	[206, 992, 235, 1002]
col-plot: پلاک	[13, 877, 49, 887]
notice-signer: علی غلامی - رئیس اداره ثبت اسناد و املاک شهرستان ابجرود	[500, 556, 706, 564]
date-persian: ■ چهارشنبه ۱۰ دی ۱۴۰۴	[59, 39, 182, 47]
notice-id: م الف ۱۲۱۹۶	[917, 1199, 958, 1207]
legal-notice	[488, 76, 719, 260]
cell-plot: ۹۱/۱۹۳	[13, 1030, 49, 1040]
cell-full-name: ناجی شوبکلو	[121, 1088, 206, 1098]
publication-dates	[8, 692, 240, 719]
date-first: تاریخ انتشار نوبت اول: ۱۴۰۴/۹/۲۵	[373, 348, 479, 356]
legal-notice	[728, 76, 959, 289]
cell-full-name: یوسفعلی شوبکلو	[121, 953, 206, 963]
cell-full-name: یوسفعلی شوبکلو	[121, 905, 206, 915]
notice-title: آگهی موضوع ماده ۳ قانون و ماده ۱۳ آئین نامه قانون تعیین تکلیف وضعیت ثبتی اراضی و ساختمانهای فاقد سند رسمی	[735, 524, 951, 543]
publication-dates	[249, 885, 480, 903]
notice-body: برابر آرای شماره ۱۴۰۴۶۰۳۳۱۰۱۲۰۰۲۲۸۶۲ مورخ ۱۴۰۴/۷/۲۷ هیات اول موضوع قانون تعیین تکلیف وضعیت ثبتی اراضی و ساختمانهای فاقد سند رسمی مستقر در واحد ثبتی ساوجبلاغ تصرفات مالکانه بلامعارض متقاضی مریم سادات مهدویان به ش.م ۴۴۲۰۰۴۳۲۰۹ فرزند سید محمدرضا نسبت به ۰/۷۵ دانگ مشاع از ششدانگ یک قطعه باغچه محصور با بنای احداثی به مساحت ششدانگ ۳۱۵۴/۱۰ متر مربع پلاک ۱۳۷ اصلی واقع در کردان حوزه ثبتی ساوجبلاغ از مالکیت اسمعیل روحی طبق سند ۵۳۴۲۹ دفترخانه ۱۷ تهران تائید و رای هیات صادر گردیده است که حسب رای صادره پلاک ملک موصوف به شرح فوق الذکر می باشد. لذا به منظور اطلاع عموم مراتب در دو نوبت به فاصله ۱۵ روز آگهی می شود در صورتی که اشخاص نسبت به صدور سند مالکیت متقاضی اعتراضی داشته باشند می توانند از تاریخ انتشار اولین آگهی به مدت دو ماه اعتراض خود را به این اداره تسلیم و پس از اخذ رسید ظرف یکماه از تاریخ تسلیم اعتراض مبادرت به تقدیم دادخواست به دادگاه عمومی محل نماید و گواهی تقدیم دادخواست را به اداره ثبت محل تحویل نماید. بدیهی است در صورت انقضای مدت مذکور و عدم وصول اعتراض طبق مقررات و پس از طی تشریفات قانونی سند مالکیت صادر خواهد شد.	[727, 96, 959, 248]
cell-row-number: ۸	[206, 953, 235, 963]
dashed-divider	[488, 264, 719, 266]
notice-id: م الف ۳۳۵	[685, 239, 719, 247]
cell-father-name: قربانعلی	[77, 924, 121, 934]
notice-signer: جلیل علیزاده کارسالاری - رئیس ثبت اسناد و املاک	[39, 426, 209, 434]
notice-signer: سعید بهرامی - رئیس اداره ثبت اسناد و املاک	[287, 503, 440, 511]
cell-full-name: علی وردی شوبکلو	[121, 972, 206, 982]
table-row	[13, 924, 236, 934]
cell-row-number: ۲۱	[206, 1078, 235, 1088]
cell-father-name: قربانعلی	[77, 982, 121, 992]
notice-signer: حمیدرضا حجتی - رئیس اداره ثبت اسناد و املاک شهرستان نهاوند	[734, 772, 952, 780]
notice-id: شناسه آگهی: ۲۰۷۱۲۱۱	[885, 268, 958, 276]
issue-dates	[59, 39, 182, 59]
table-row	[13, 1030, 236, 1040]
cell-father-name: قربانعلی	[77, 1059, 121, 1069]
table-row	[13, 905, 236, 915]
cell-district: ۱۰	[48, 992, 76, 1002]
cell-district: ۱۰	[48, 886, 76, 896]
legal-notice	[728, 658, 959, 781]
notice-signer: بشیر نعیم زاده - رئیس اداره ثبت اسناد و املاک ساوجبلاغ	[747, 638, 938, 646]
cell-district: ۱۰	[48, 944, 76, 954]
cell-plot: ۹۱/۱۹۱	[13, 963, 49, 973]
table-row	[13, 953, 236, 963]
cell-plot: ۹۱/۱۷۸	[13, 944, 49, 954]
cell-row-number: ۱۷	[206, 1040, 235, 1050]
